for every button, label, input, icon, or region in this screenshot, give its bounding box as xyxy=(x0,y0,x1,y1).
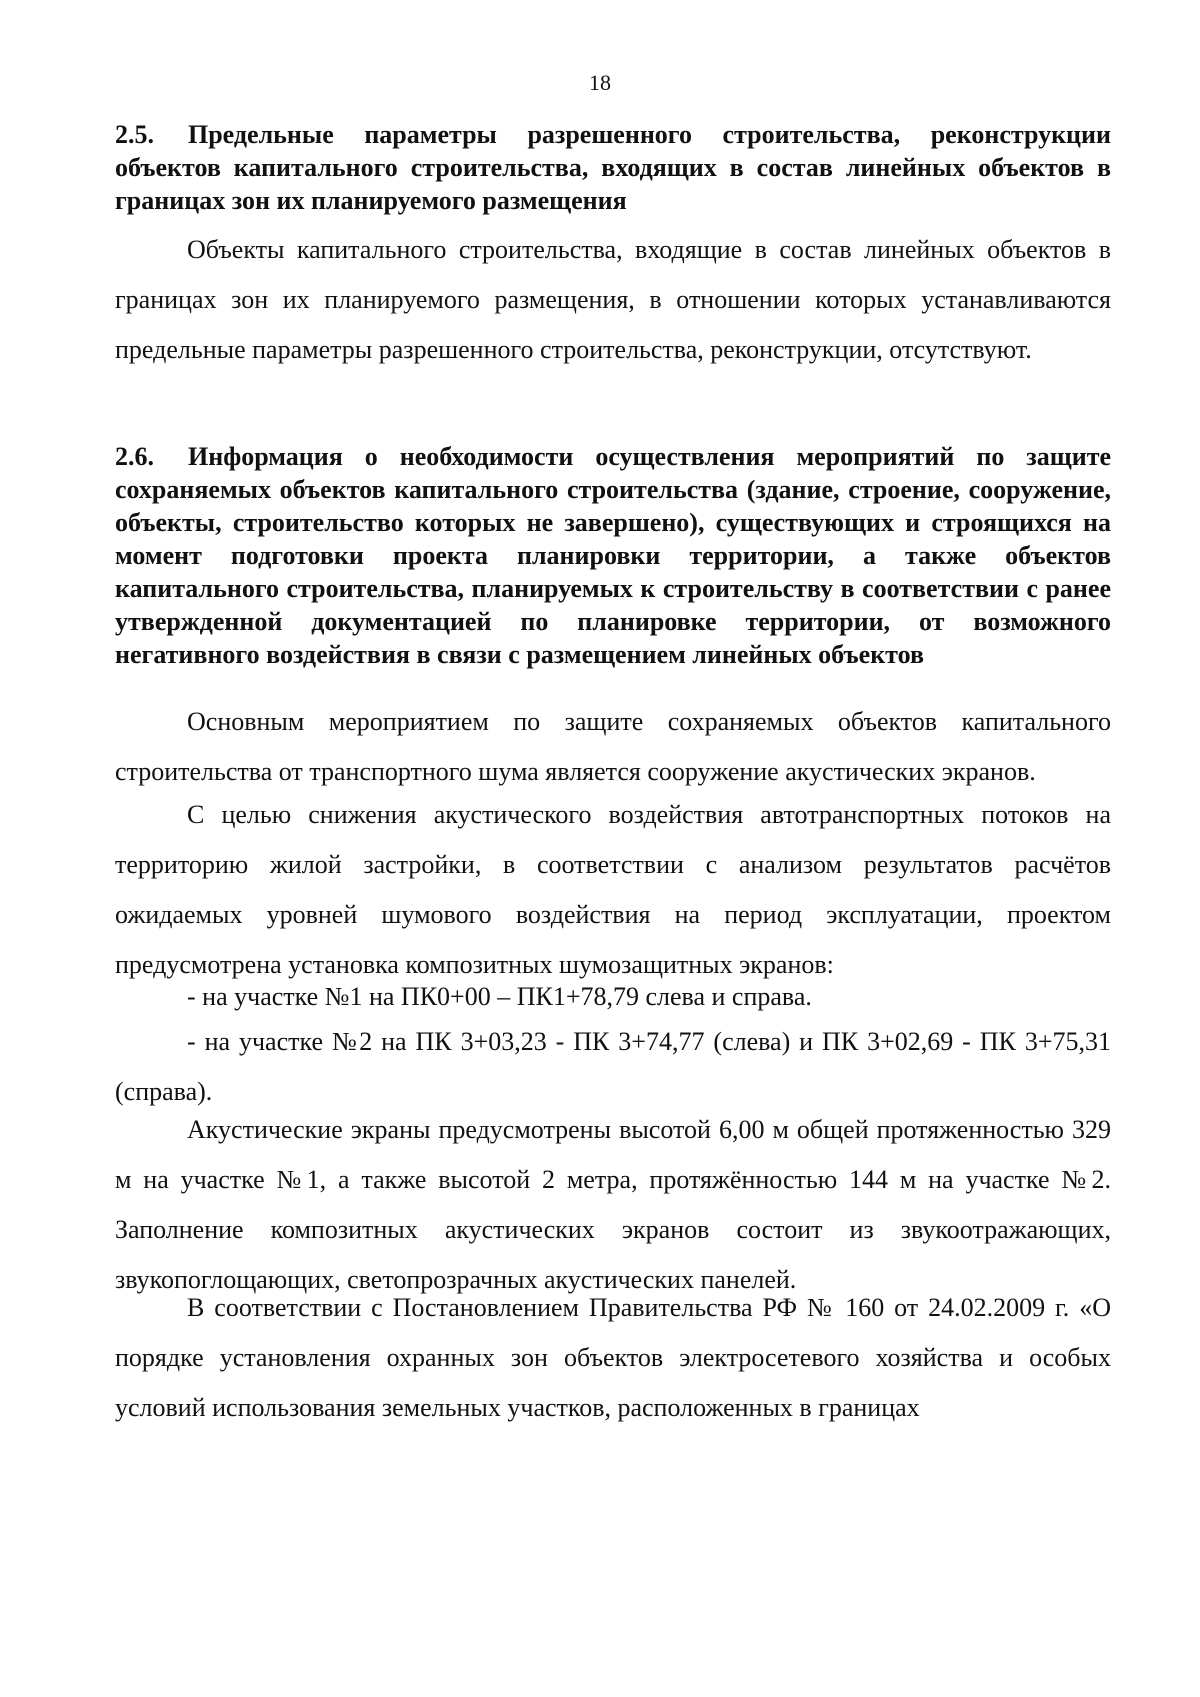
paragraph-4: В соответствии с Постановлением Правительства РФ № 160 от 24.02.2009 г. «О порядке установления охранных зон объектов электросетевого хозяйства и особых условий использования земельных участков, расположенных в границах xyxy=(115,1293,1111,1422)
paragraph-1: Основным мероприятием по защите сохраняемых объектов капитального строительства от транспортного шума является сооружение акустических экранов. xyxy=(115,707,1111,786)
section-2-6-number: 2.6. xyxy=(115,442,154,471)
page-number: 18 xyxy=(589,70,611,95)
section-2-5-paragraph: Объекты капитального строительства, входящие в состав линейных объектов в границах зон их планируемого размещения, в отношении которых устанавливаются предельные параметры разрешенного строительства, реконструкции, отсутствуют. xyxy=(115,235,1111,364)
section-2-6-title: Информация о необходимости осуществления мероприятий по защите сохраняемых объектов капитального строительства (здание, строение, сооружение, объекты, строительство которых не завершено), существующих и строящихся на момент подготовки проекта планировки территории, а также объектов капитального строительства, планируемых к строительству в соответствии с ранее утвержденной документацией по планировке территории, от возможного негативного воздействия в связи с размещением линейных объектов xyxy=(115,442,1111,669)
section-2-5-number: 2.5. xyxy=(115,120,154,149)
paragraph-2: С целью снижения акустического воздействия автотранспортных потоков на территорию жилой застройки, в соответствии с анализом результатов расчётов ожидаемых уровней шумового воздействия на период эксплуатации, проектом предусмотрена установка композитных шумозащитных экранов: xyxy=(115,800,1111,979)
section-2-6-heading xyxy=(115,440,1111,671)
list-item-2: - на участке №2 на ПК 3+03,23 - ПК 3+74,77 (слева) и ПК 3+02,69 - ПК 3+75,31 (справа). xyxy=(115,1027,1111,1106)
section-2-5-title: Предельные параметры разрешенного строительства, реконструкции объектов капитального строительства, входящих в состав линейных объектов в границах зон их планируемого размещения xyxy=(115,120,1111,215)
list-item-1: - на участке №1 на ПК0+00 – ПК1+78,79 слева и справа. xyxy=(187,982,812,1011)
section-2-5-heading xyxy=(115,118,1111,217)
paragraph-3: Акустические экраны предусмотрены высотой 6,00 м общей протяженностью 329 м на участке №1, а также высотой 2 метра, протяжённостью 144 м на участке №2. Заполнение композитных акустических экранов состоит из звукоотражающих, звукопоглощающих, светопрозрачных акустических панелей. xyxy=(115,1115,1111,1294)
